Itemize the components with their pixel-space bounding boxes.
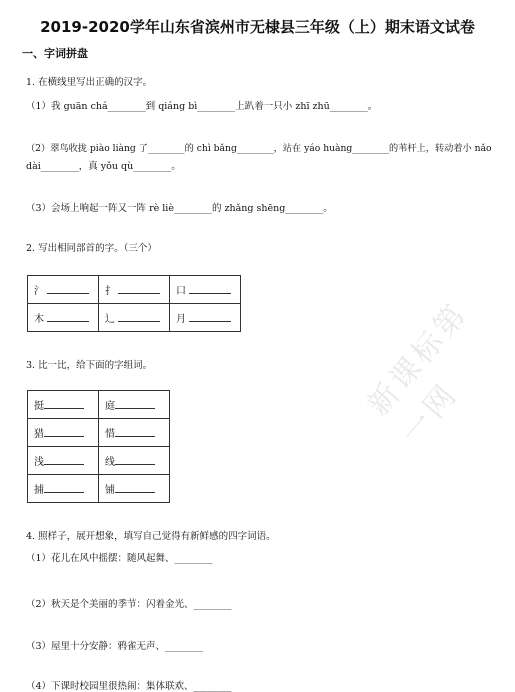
question-1-line-2b: dài________，真 yǒu qù________。: [26, 161, 181, 172]
char-cell: 线: [105, 457, 115, 468]
char-cell: 挺: [34, 401, 44, 412]
radical-cell: 氵: [34, 286, 44, 297]
char-cell: 捕: [34, 485, 44, 496]
radical-cell: 木: [34, 314, 44, 325]
char-cell: 惜: [105, 429, 115, 440]
radical-cell: 扌: [105, 286, 115, 297]
table-row: [28, 419, 170, 447]
question-1-heading: 1. 在横线里写出正确的汉字。: [26, 77, 153, 88]
page-title: 2019-2020学年山东省滨州市无棣县三年级（上）期末语文试卷: [40, 18, 475, 36]
char-cell: 庭: [105, 401, 115, 412]
question-3-heading: 3. 比一比，给下面的字组词。: [26, 360, 153, 371]
question-4-item-3: （3）屋里十分安静：鸦雀无声、________: [26, 641, 204, 652]
table-row: [28, 475, 170, 503]
table-row: [28, 391, 170, 419]
char-cell: 浅: [34, 457, 44, 468]
char-cell: 猎: [34, 429, 44, 440]
question-1-line-1: （1）我 guān chá________到 qiáng bì________上趴着一只小 zhī zhū________。: [26, 101, 378, 112]
question-4-item-1: （1）花儿在风中摇摆：随风起舞、________: [26, 553, 213, 564]
radical-cell: 月: [176, 314, 186, 325]
radical-cell: 口: [176, 286, 186, 297]
question-4-heading: 4. 照样子，展开想象，填写自己觉得有新鲜感的四字词语。: [26, 531, 276, 542]
watermark: 新课标第一网: [361, 295, 476, 451]
section-heading: 一、字词拼盘: [22, 47, 88, 60]
radical-table: [27, 275, 241, 332]
question-4-item-2: （2）秋天是个美丽的季节：闪着金光、________: [26, 599, 232, 610]
radical-cell: 辶: [105, 314, 115, 325]
question-2-heading: 2. 写出相同部首的字。（三个）: [26, 243, 157, 254]
table-row: [28, 447, 170, 475]
question-1-line-2a: （2）翠鸟收拢 piào liàng 了________的 chì bǎng________，站在 yáo huàng________的苇杆上，转动着小 nǎo: [26, 143, 492, 154]
char-cell: 铺: [105, 485, 115, 496]
question-4-item-4: （4）下课时校园里很热闹：集体联欢、________: [26, 681, 232, 692]
compare-table: [27, 390, 170, 503]
question-1-line-3: （3）会场上响起一阵又一阵 rè liè________的 zhǎng shēng________。: [26, 203, 333, 214]
table-row: [28, 304, 241, 332]
table-row: [28, 276, 241, 304]
